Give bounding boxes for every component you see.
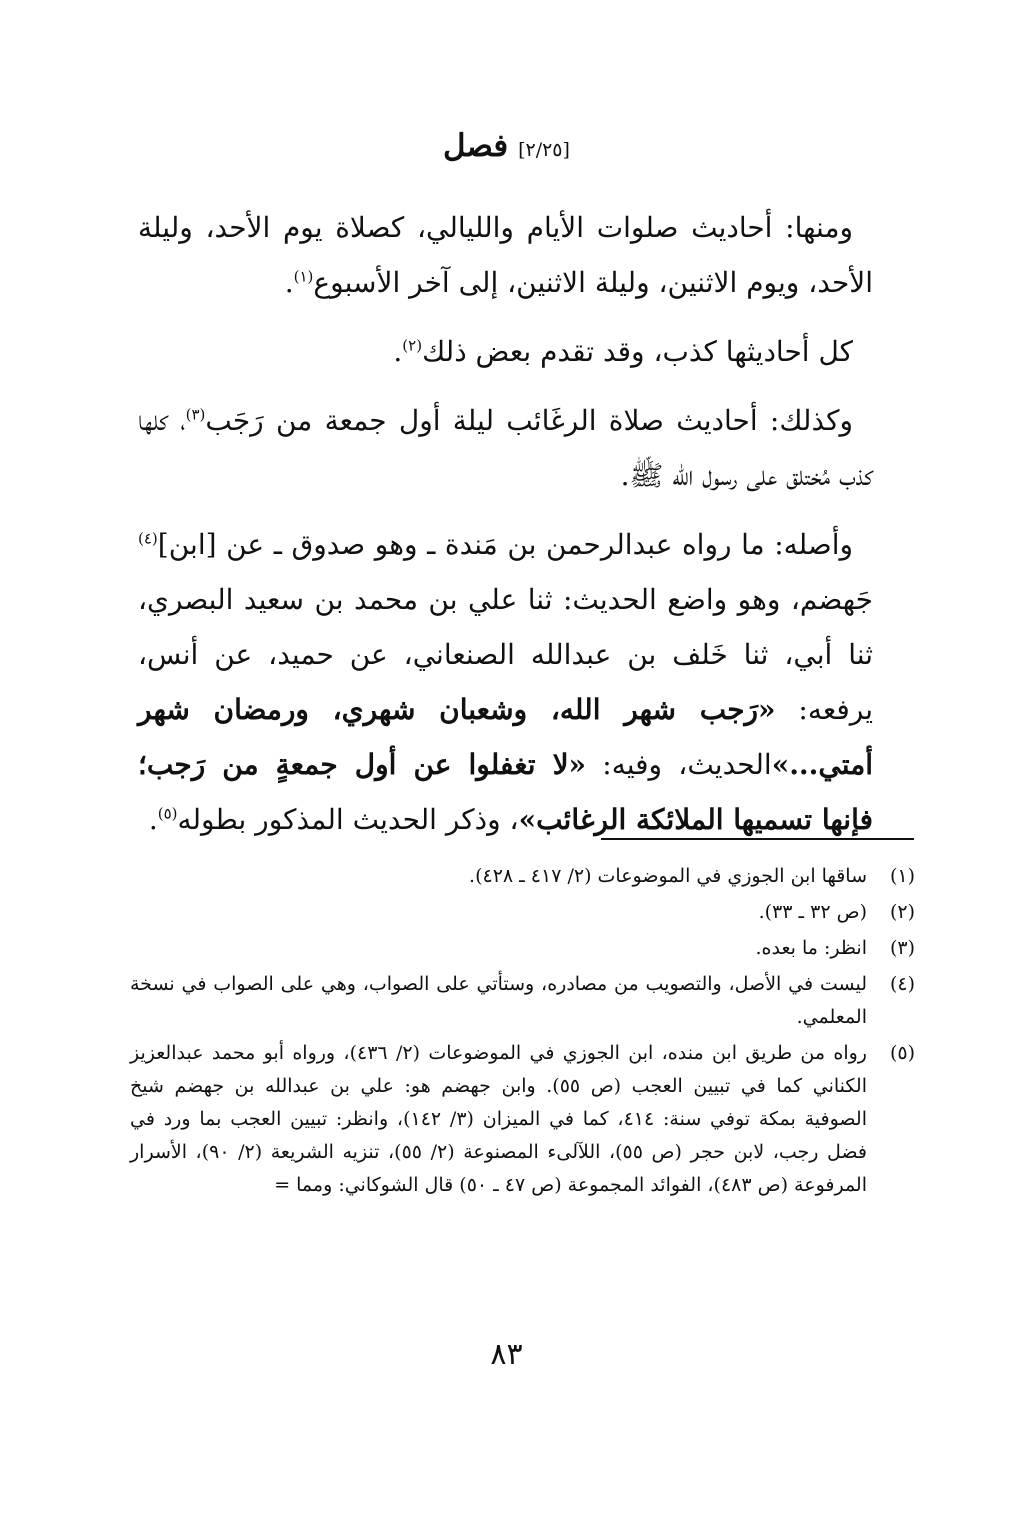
footnote (130, 1037, 915, 1202)
paragraph-3 (138, 393, 873, 503)
hadith-quote-2: «لا تغفلوا عن أول جمعةٍ من رَجب؛ فإنها تسميها الملائكة الرغائب» (138, 748, 873, 836)
footnote-ref-3[interactable]: (٣) (185, 405, 206, 424)
paragraph-2-tail: . (393, 335, 403, 368)
footnote-text: ساقها ابن الجوزي في الموضوعات (٢/ ٤١٧ ـ ٤٢٨). (469, 865, 867, 887)
footnote-number: (٣) (889, 937, 915, 959)
paragraph-1-tail: . (284, 266, 294, 299)
footnote-text: انظر: ما بعده. (755, 937, 867, 959)
main-text (138, 200, 873, 861)
footnote (130, 968, 915, 1034)
paragraph-2 (138, 324, 873, 379)
paragraph-4-tail: . (148, 803, 158, 836)
paragraph-3-tail: ، كلها كذب مُختلق على رسول الله ﷺ. (138, 404, 873, 492)
footnotes (130, 860, 915, 1205)
footnote-ref-1[interactable]: (١) (293, 267, 314, 286)
paragraph-1-text: ومنها: أحاديث صلوات الأيام والليالي، كصلاة يوم الأحد، وليلة الأحد، ويوم الاثنين، وليلة الاثنين، إلى آخر الأسبوع (138, 211, 873, 299)
paragraph-3-text: وكذلك: أحاديث صلاة الرغَائب ليلة أول جمعة من رَجَب (205, 404, 853, 437)
footnote (130, 896, 915, 929)
footnote-text: ليست في الأصل، والتصويب من مصادره، وستأتي على الصواب، وهي على الصواب في نسخة المعلمي. (130, 973, 867, 1028)
paragraph-1 (138, 200, 873, 310)
paragraph-4-text-c: الحديث، وفيه: (586, 748, 772, 781)
footnote-number: (١) (889, 865, 915, 887)
heading-title: فصل (443, 128, 509, 164)
footnote-separator (601, 838, 914, 840)
page-number: ٨٣ (490, 1337, 523, 1372)
footnote-ref-5[interactable]: (٥) (157, 804, 178, 823)
footnote-ref-2[interactable]: (٢) (402, 336, 423, 355)
footnote-ref-4[interactable]: (٤) (138, 529, 158, 548)
footnote (130, 860, 915, 893)
footnote-number: (٥) (889, 1042, 915, 1064)
paragraph-4-text-d: ، وذكر الحديث المذكور بطوله (177, 803, 519, 836)
footnote-number: (٤) (889, 973, 915, 995)
footnote (130, 932, 915, 965)
paragraph-4-text-a: وأصله: ما رواه عبدالرحمن بن مَندة ـ وهو صدوق ـ عن [ابن] (157, 528, 853, 561)
footnote-number: (٢) (889, 901, 915, 923)
section-heading (0, 126, 1013, 170)
heading-reference: [٢/٢٥] (518, 139, 570, 161)
paragraph-2-text: كل أحاديثها كذب، وقد تقدم بعض ذلك (422, 335, 853, 368)
footnote-text: (ص ٣٢ ـ ٣٣). (758, 901, 867, 923)
paragraph-4-text-b: جَهضم، وهو واضع الحديث: ثنا علي بن محمد بن سعيد البصري، ثنا أبي، ثنا خَلف بن عبدالله الصنعاني، عن حميد، عن أنس، يرفعه: (138, 583, 874, 726)
paragraph-4 (138, 517, 873, 847)
footnote-text: رواه من طريق ابن منده، ابن الجوزي في الموضوعات (٢/ ٤٣٦)، ورواه أبو محمد عبدالعزيز الكناني كما في تبيين العجب (ص ٥٥). وابن جهضم هو: علي بن عبدالله بن جهضم شيخ الصوفية بمكة توفي سنة: ٤١٤، كما في الميزان (٣/ ١٤٢)، وانظر: تبيين العجب بما ورد في فضل رجب، لابن حجر (ص ٥٥)، اللآلىء المصنوعة (٢/ ٥٥)، تنزيه الشريعة (٢/ ٩٠)، الأسرار المرفوعة (ص ٤٨٣)، الفوائد المجموعة (ص ٤٧ ـ ٥٠) قال الشوكاني: ومما = (130, 1042, 867, 1196)
hadith-quote-1: «رَجب شهر الله، وشعبان شهري، ورمضان شهر أمتي...» (138, 693, 873, 781)
